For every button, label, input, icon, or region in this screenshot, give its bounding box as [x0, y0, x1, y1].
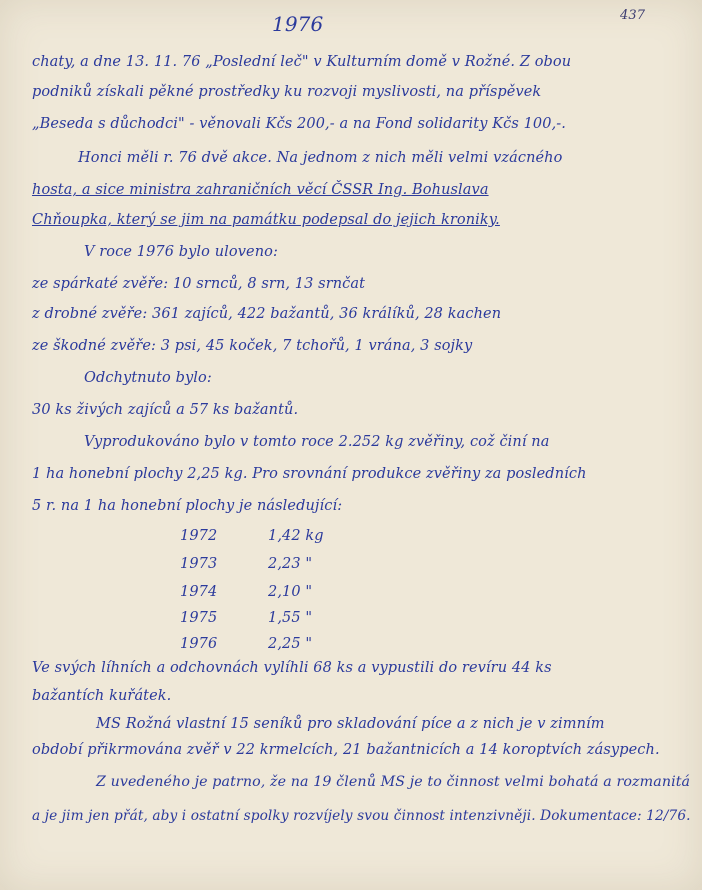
text-line: V roce 1976 bylo uloveno: — [84, 244, 278, 260]
table-year: 1976 — [180, 636, 218, 652]
page-title: 1976 — [272, 12, 324, 36]
text-line: 30 ks živých zajíců a 57 ks bažantů. — [32, 402, 299, 418]
text-line: Ve svých líhních a odchovnách vylíhli 68 ks a vypustili do revíru 44 ks — [32, 660, 552, 676]
table-year: 1973 — [180, 556, 218, 572]
text-line: Honci měli r. 76 dvě akce. Na jednom z nich měli velmi vzácného — [78, 150, 563, 166]
table-value: 1,42 kg — [268, 528, 324, 544]
table-value: 2,25 " — [268, 636, 313, 652]
table-value: 2,23 " — [268, 556, 313, 572]
text-line: bažantích kuřátek. — [32, 688, 172, 704]
table-value: 1,55 " — [268, 610, 313, 626]
text-line: hosta, a sice ministra zahraničních věcí ČSSR Ing. Bohuslava — [32, 182, 489, 198]
table-year: 1974 — [180, 584, 218, 600]
table-value: 2,10 " — [268, 584, 313, 600]
hunting-row: ze škodné zvěře: 3 psi, 45 koček, 7 tchořů, 1 vrána, 3 sojky — [32, 338, 473, 354]
text-line: MS Rožná vlastní 15 seníků pro skladování píce a z nich je v zimním — [96, 716, 605, 732]
text-line: Chňoupka, který se jim na památku podepsal do jejich kroniky. — [32, 212, 500, 228]
text-line: chaty, a dne 13. 11. 76 „Poslední leč" v Kulturním domě v Rožné. Z obou — [32, 54, 572, 70]
text-line: období přikrmována zvěř v 22 krmelcích, 21 bažantnicích a 14 koroptvích zásypech. — [32, 742, 660, 758]
hunting-row: z drobné zvěře: 361 zajíců, 422 bažantů, 36 králíků, 28 kachen — [32, 306, 502, 322]
text-line: Odchytnuto bylo: — [84, 370, 212, 386]
text-line: podniků získali pěkné prostředky ku rozvoji myslivosti, na příspěvek — [32, 84, 542, 100]
table-year: 1975 — [180, 610, 218, 626]
text-line: „Beseda s důchodci" - věnovali Kčs 200,- a na Fond solidarity Kčs 100,-. — [32, 116, 566, 132]
hunting-row: ze spárkaté zvěře: 10 srnců, 8 srn, 13 srnčat — [32, 276, 366, 292]
table-year: 1972 — [180, 528, 218, 544]
text-line: 1 ha honební plochy 2,25 kg. Pro srovnání produkce zvěřiny za posledních — [32, 466, 587, 482]
text-line: a je jim jen přát, aby i ostatní spolky rozvíjely svou činnost intenzivněji. Dokumentace: 12/76. — [32, 808, 691, 824]
text-line: 5 r. na 1 ha honební plochy je následující: — [32, 498, 343, 514]
text-line: Z uvedeného je patrno, že na 19 členů MS je to činnost velmi bohatá a rozmanitá — [96, 774, 691, 790]
text-line: Vyprodukováno bylo v tomto roce 2.252 kg zvěřiny, což činí na — [84, 434, 550, 450]
page-number: 437 — [620, 8, 646, 23]
